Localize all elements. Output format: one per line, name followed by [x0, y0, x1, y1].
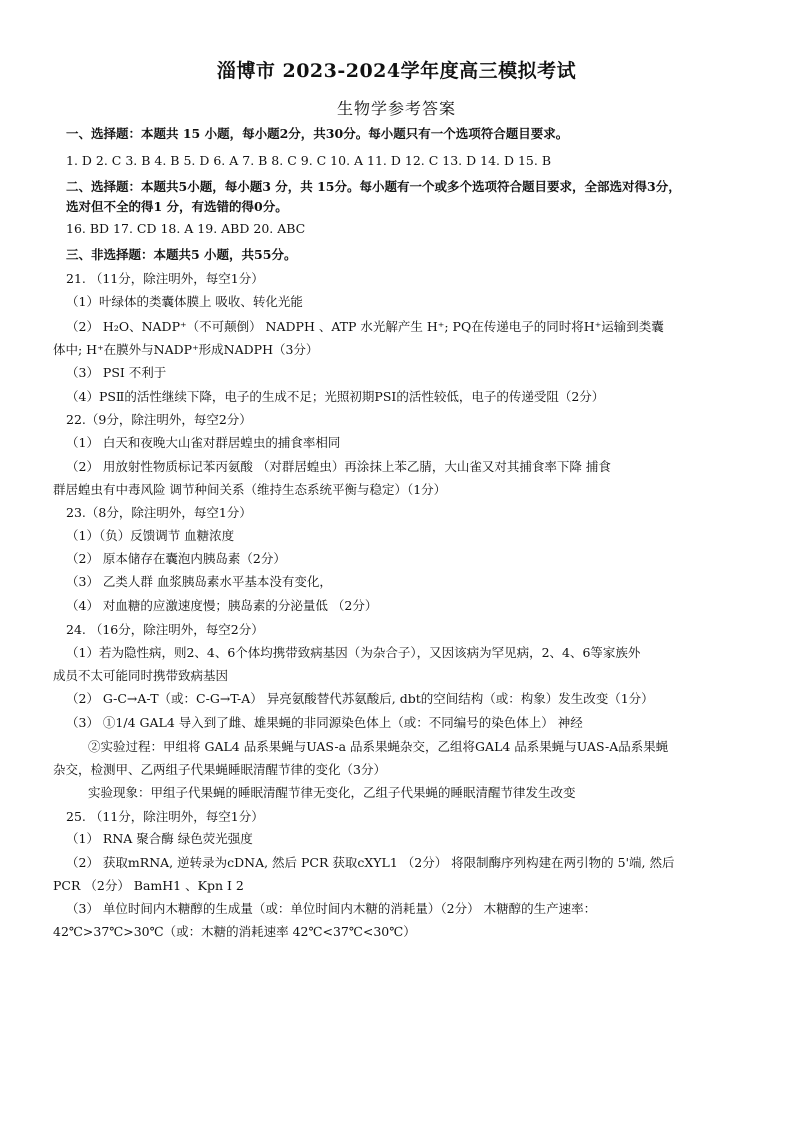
q24-answer-3-line3: 杂交，检测甲、乙两组子代果蝇睡眠清醒节律的变化（3分）	[53, 762, 386, 777]
q21-answer-2-line1: （2） H₂O、NADP⁺（不可颠倒） NADPH 、ATP 水光解产生 H⁺; PQ在传递电子的同时将H⁺运输到类囊	[66, 319, 664, 334]
q24-answer-3-line4: 实验现象：甲组子代果蝇的睡眠清醒节律无变化，乙组子代果蝇的睡眠清醒节律发生改变	[88, 785, 576, 800]
q24-answer-1-line2: 成员不太可能同时携带致病基因	[53, 668, 229, 683]
q23-answer-1: （1）（负）反馈调节 血糖浓度	[66, 528, 235, 543]
section1-heading: 一、选择题：本题共 15 小题，每小题2分，共30分。每小题只有一个选项符合题目要求。	[66, 126, 569, 141]
section2-heading-line1: 二、选择题：本题共5小题，每小题3 分，共 15分。每小题有一个或多个选项符合题目要求，全部选对得3分，	[66, 179, 681, 194]
q24-answer-3-line1: （3） ①1/4 GAL4 导入到了雌、雄果蝇的非同源染色体上（或：不同编号的染色体上） 神经	[66, 715, 583, 730]
q22-answer-2-line2: 群居蝗虫有中毒风险 调节种间关系（维持生态系统平衡与稳定）（1分）	[53, 482, 447, 497]
q23-answer-4: （4） 对血糖的应激速度慢；胰岛素的分泌量低 （2分）	[66, 598, 378, 613]
q21-heading: 21. （11分，除注明外，每空1分）	[66, 271, 264, 286]
q21-answer-3: （3） PSI 不利于	[66, 365, 167, 380]
page-title: 淄博市 2023-2024学年度高三模拟考试	[216, 60, 577, 82]
q25-answer-3-line2: 42℃>37℃>30℃（或：木糖的消耗速率 42℃<37℃<30℃）	[53, 924, 416, 939]
q25-answer-2-line2: PCR （2分） BamH1 、Kpn I 2	[53, 878, 244, 893]
q22-heading: 22.（9分，除注明外，每空2分）	[66, 412, 252, 427]
q25-answer-2-line1: （2） 获取mRNA, 逆转录为cDNA, 然后 PCR 获取cXYL1 （2分） 将限制酶序列构建在两引物的 5'端, 然后	[66, 855, 675, 870]
q23-answer-3: （3） 乙类人群 血浆胰岛素水平基本没有变化，	[66, 574, 332, 589]
q24-answer-1-line1: （1）若为隐性病，则2、4、6个体均携带致病基因（为杂合子），又因该病为罕见病，2、4、6等家族外	[66, 645, 641, 660]
q25-answer-3-line1: （3） 单位时间内木糖醇的生成量（或：单位时间内木糖的消耗量）（2分） 木糖醇的生产速率：	[66, 901, 597, 916]
q24-heading: 24. （16分，除注明外，每空2分）	[66, 622, 264, 637]
section2-answers: 16. BD 17. CD 18. A 19. ABD 20. ABC	[66, 221, 306, 236]
section2-heading-line2: 选对但不全的得1 分，有选错的得0分。	[66, 199, 288, 214]
q23-heading: 23.（8分，除注明外，每空1分）	[66, 505, 252, 520]
q21-answer-2-line2: 体中; H⁺在膜外与NADP⁺形成NADPH（3分）	[53, 342, 319, 357]
q23-answer-2: （2） 原本储存在囊泡内胰岛素（2分）	[66, 551, 286, 566]
q25-heading: 25. （11分，除注明外，每空1分）	[66, 809, 264, 824]
q24-answer-3-line2: ②实验过程：甲组将 GAL4 品系果蝇与UAS-a 品系果蝇杂交，乙组将GAL4 品系果蝇与UAS-A品系果蝇	[88, 739, 669, 754]
section1-answers: 1. D 2. C 3. B 4. B 5. D 6. A 7. B 8. C 9. C 10. A 11. D 12. C 13. D 14. D 15. B	[66, 153, 552, 168]
q21-answer-4: （4）PSⅡ的活性继续下降，电子的生成不足；光照初期PSI的活性较低，电子的传递受阻（2分）	[66, 389, 605, 404]
page-subtitle: 生物学参考答案	[336, 99, 456, 118]
q22-answer-2-line1: （2） 用放射性物质标记苯丙氨酸 （对群居蝗虫）再涂抹上苯乙腈，大山雀又对其捕食率下降 捕食	[66, 459, 611, 474]
q22-answer-1: （1） 白天和夜晚大山雀对群居蝗虫的捕食率相同	[66, 435, 341, 450]
q25-answer-1: （1） RNA 聚合酶 绿色荧光强度	[66, 831, 253, 846]
q24-answer-2: （2） G-C→A-T（或：C-G→T-A） 异亮氨酸替代苏氨酸后, dbt的空间结构（或：构象）发生改变（1分）	[66, 691, 654, 706]
q21-answer-1: （1）叶绿体的类囊体膜上 吸收、转化光能	[66, 294, 303, 309]
section3-heading: 三、非选择题：本题共5 小题，共55分。	[66, 247, 297, 262]
